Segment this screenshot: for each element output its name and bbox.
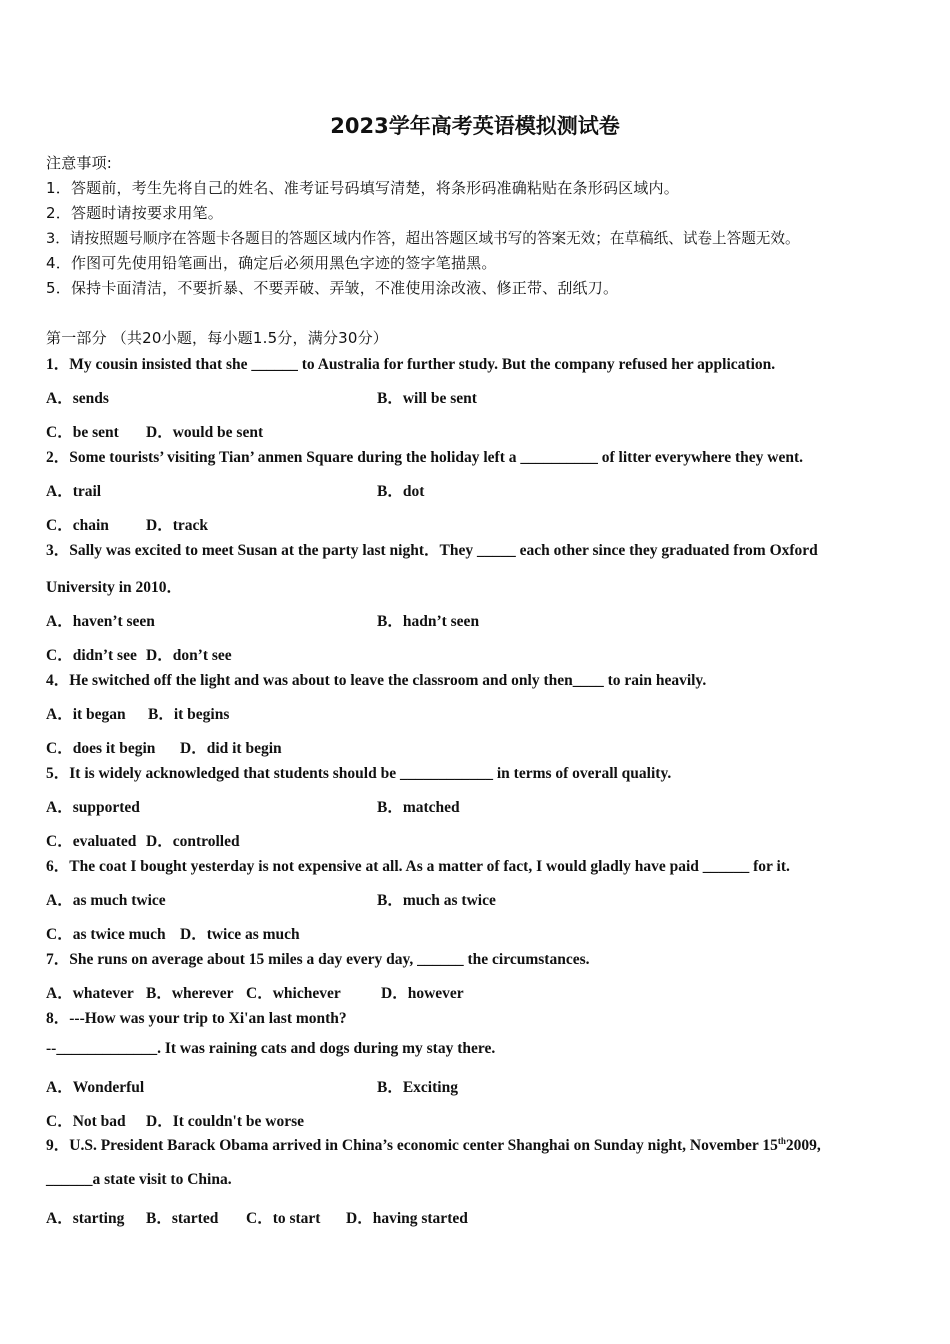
option-a: A．it began (46, 706, 126, 723)
option-c: C．Not bad (46, 1113, 126, 1130)
note-item: 4．作图可先使用铅笔画出，确定后必须用黑色字迹的签字笔描黑。 (46, 254, 497, 272)
option-a: A．haven’t seen (46, 613, 155, 630)
page-title: 2023学年高考英语模拟测试卷 (330, 114, 620, 138)
question-stem: 1．My cousin insisted that she ______ to Australia for further study. But the company refused her application. (46, 356, 776, 373)
question-stem-continued: --_____________. It was raining cats and dogs during my stay there. (46, 1040, 496, 1057)
note-item: 5．保持卡面清洁，不要折暴、不要弄破、弄皱，不准使用涂改液、修正带、刮纸刀。 (46, 279, 619, 297)
option-b: B．matched (377, 799, 460, 816)
option-a: A．sends (46, 390, 109, 407)
option-b: B．Exciting (377, 1079, 458, 1096)
option-b: B．will be sent (377, 390, 477, 407)
option-c: C．as twice much (46, 926, 166, 943)
question-stem: 5．It is widely acknowledged that students should be ____________ in terms of overall quality. (46, 765, 672, 782)
option-c: C．whichever (246, 985, 341, 1002)
ordinal-suffix: th (777, 1135, 786, 1146)
option-a: A．starting (46, 1210, 125, 1227)
option-a: A．whatever (46, 985, 134, 1002)
option-d: D．twice as much (180, 926, 300, 943)
option-a: A．trail (46, 483, 102, 500)
option-a: A．Wonderful (46, 1079, 145, 1096)
option-d: D．however (381, 985, 464, 1002)
option-b: B．wherever (146, 985, 234, 1002)
option-d: D．It couldn't be worse (146, 1113, 305, 1130)
note-item: 1．答题前，考生先将自己的姓名、准考证号码填写清楚，将条形码准确粘贴在条形码区域内。 (46, 179, 679, 197)
option-d: D．track (146, 517, 208, 534)
question-stem: 6．The coat I bought yesterday is not expensive at all. As a matter of fact, I would gladly have paid ______ for it. (46, 858, 790, 875)
question-stem: 3．Sally was excited to meet Susan at the party last night．They _____ each other since they graduated from Oxford (46, 542, 818, 559)
option-a: A．supported (46, 799, 140, 816)
option-c: C．evaluated (46, 833, 137, 850)
option-c: C．didn’t see (46, 647, 137, 664)
option-d: D．don’t see (146, 647, 232, 664)
question-stem-year: 2009, (785, 1137, 821, 1154)
option-d: D．controlled (146, 833, 240, 850)
option-c: C．chain (46, 517, 109, 534)
question-stem: 8．---How was your trip to Xi'an last month? (46, 1010, 347, 1027)
option-b: B．dot (377, 483, 425, 500)
option-c: C．does it begin (46, 740, 156, 757)
question-stem (46, 1133, 821, 1155)
note-item: 2．答题时请按要求用笔。 (46, 204, 223, 222)
option-c: C．be sent (46, 424, 119, 441)
option-c: C．to start (246, 1210, 321, 1227)
option-a: A．as much twice (46, 892, 166, 909)
question-stem-continued: University in 2010． (46, 579, 183, 596)
note-item: 3．请按照题号顺序在答题卡各题目的答题区域内作答，超出答题区域书写的答案无效；在草稿纸、试卷上答题无效。 (46, 230, 800, 247)
option-b: B．much as twice (377, 892, 496, 909)
option-b: B．started (146, 1210, 219, 1227)
option-d: D．did it begin (180, 740, 282, 757)
option-b: B．hadn’t seen (377, 613, 480, 630)
question-stem: 7．She runs on average about 15 miles a day every day, ______ the circumstances. (46, 951, 590, 968)
question-stem-continued: ______a state visit to China. (46, 1171, 232, 1188)
question-stem: 2．Some tourists’ visiting Tian’ anmen Square during the holiday left a __________ of litter everywhere they went. (46, 449, 804, 466)
option-b: B．it begins (148, 706, 230, 723)
section-heading: 第一部分 （共20小题，每小题1.5分，满分30分） (46, 329, 388, 347)
option-d: D．would be sent (146, 424, 264, 441)
question-stem-text: 9．U.S. President Barack Obama arrived in China’s economic center Shanghai on Sunday night, November 15 (46, 1137, 778, 1154)
option-d: D．having started (346, 1210, 468, 1227)
notes-heading: 注意事项: (46, 154, 113, 172)
question-stem: 4．He switched off the light and was about to leave the classroom and only then____ to rain heavily. (46, 672, 707, 689)
